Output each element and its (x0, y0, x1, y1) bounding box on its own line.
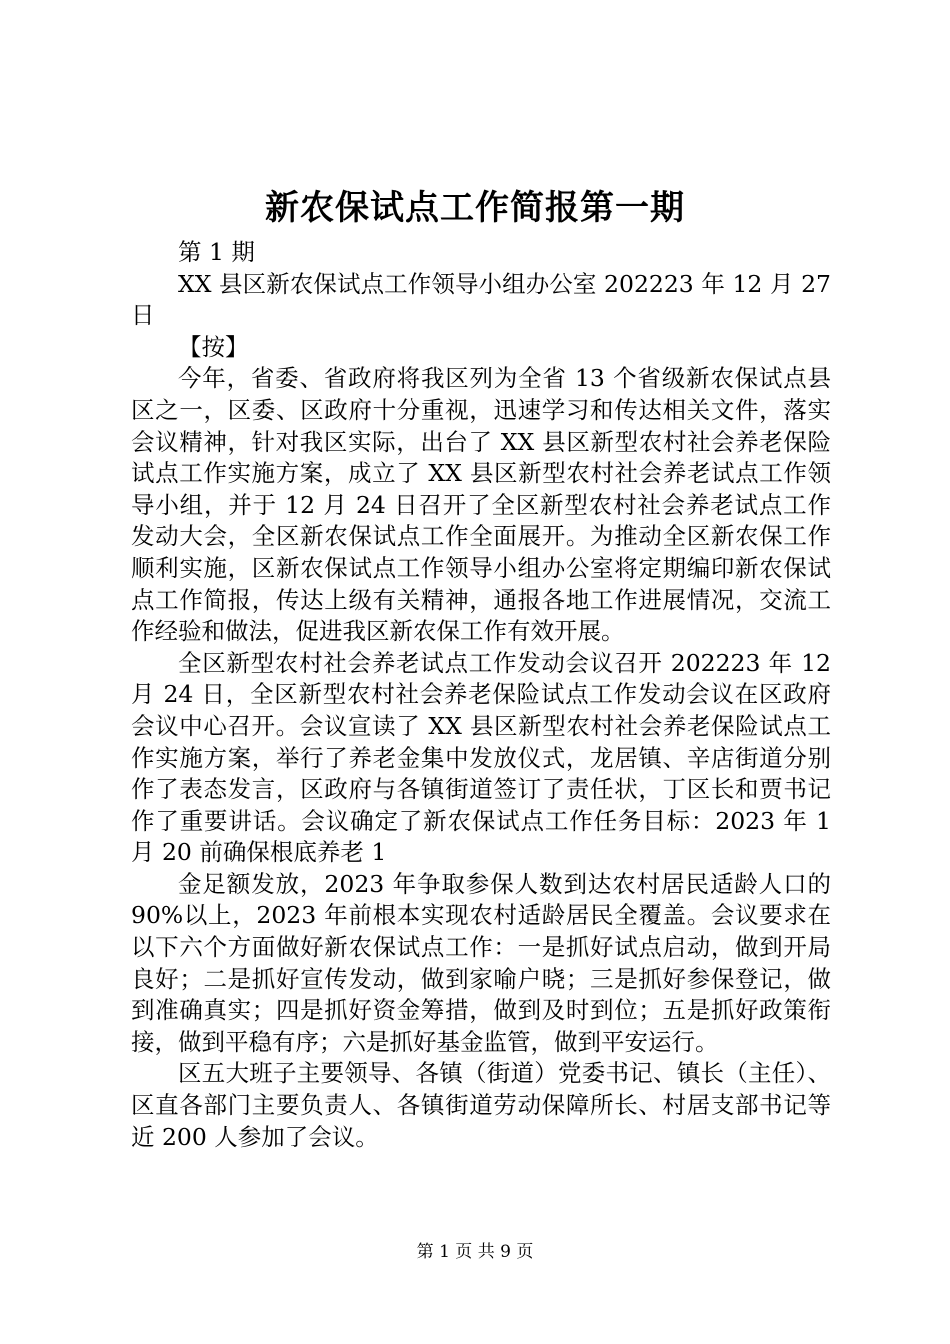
editor-note-paragraph: 今年，省委、省政府将我区列为全省 13 个省级新农保试点县区之一，区委、区政府十分重视，迅速学习和传达相关文件，落实会议精神，针对我区实际，出台了 XX 县区新型农村社会养老保险试点工作实施方案，成立了 XX 县区新型农村社会养老试点工作领导小组，并于 12 月 24 日召开了全区新型农村社会养老试点工作发动大会，全区新农保试点工作全面展开。为推动全区新农保工作顺利实施，区新农保试点工作领导小组办公室将定期编印新农保试点工作简报，传达上级有关精神，通报各地工作进展情况，交流工作经验和做法，促进我区新农保工作有效开展。 (131, 364, 831, 646)
editor-note-heading: 【按】 (178, 332, 249, 361)
attendees-paragraph: 区五大班子主要领导、各镇（街道）党委书记、镇长（主任）、区直各部门主要负责人、各镇街道劳动保障所长、村居支部书记等近 200 人参加了会议。 (131, 1059, 831, 1151)
meeting-paragraph: 全区新型农村社会养老试点工作发动会议召开 202223 年 12 月 24 日，全区新型农村社会养老保险试点工作发动会议在区政府会议中心召开。会议宣读了 XX 县区新型农村社会养老保险试点工作实施方案，举行了养老金集中发放仪式，龙居镇、辛店街道分别作了表态发言，区政府与各镇街道签订了责任状，丁区长和贾书记作了重要讲话。会议确定了新农保试点工作任务目标：2023 年 1 月 20 前确保根底养老 1 (131, 648, 831, 867)
page-footer: 第 1 页 共 9 页 (416, 1242, 534, 1262)
meeting-requirements-paragraph: 金足额发放，2023 年争取参保人数到达农村居民适龄人口的 90%以上，2023 年前根本实现农村适龄居民全覆盖。会议要求在以下六个方面做好新农保试点工作：一是抓好试点启动，做到开局良好；二是抓好宣传发动，做到家喻户晓；三是抓好参保登记，做到准确真实；四是抓好资金筹措，做到及时到位；五是抓好政策衔接，做到平稳有序；六是抓好基金监管，做到平安运行。 (131, 869, 831, 1056)
issue-number: 第 1 期 (178, 238, 255, 266)
document-title: 新农保试点工作简报第一期 (265, 188, 685, 228)
document-body (131, 237, 831, 1153)
issuer-and-date: XX 县区新农保试点工作领导小组办公室 202223 年 12 月 27 日 (131, 269, 831, 330)
